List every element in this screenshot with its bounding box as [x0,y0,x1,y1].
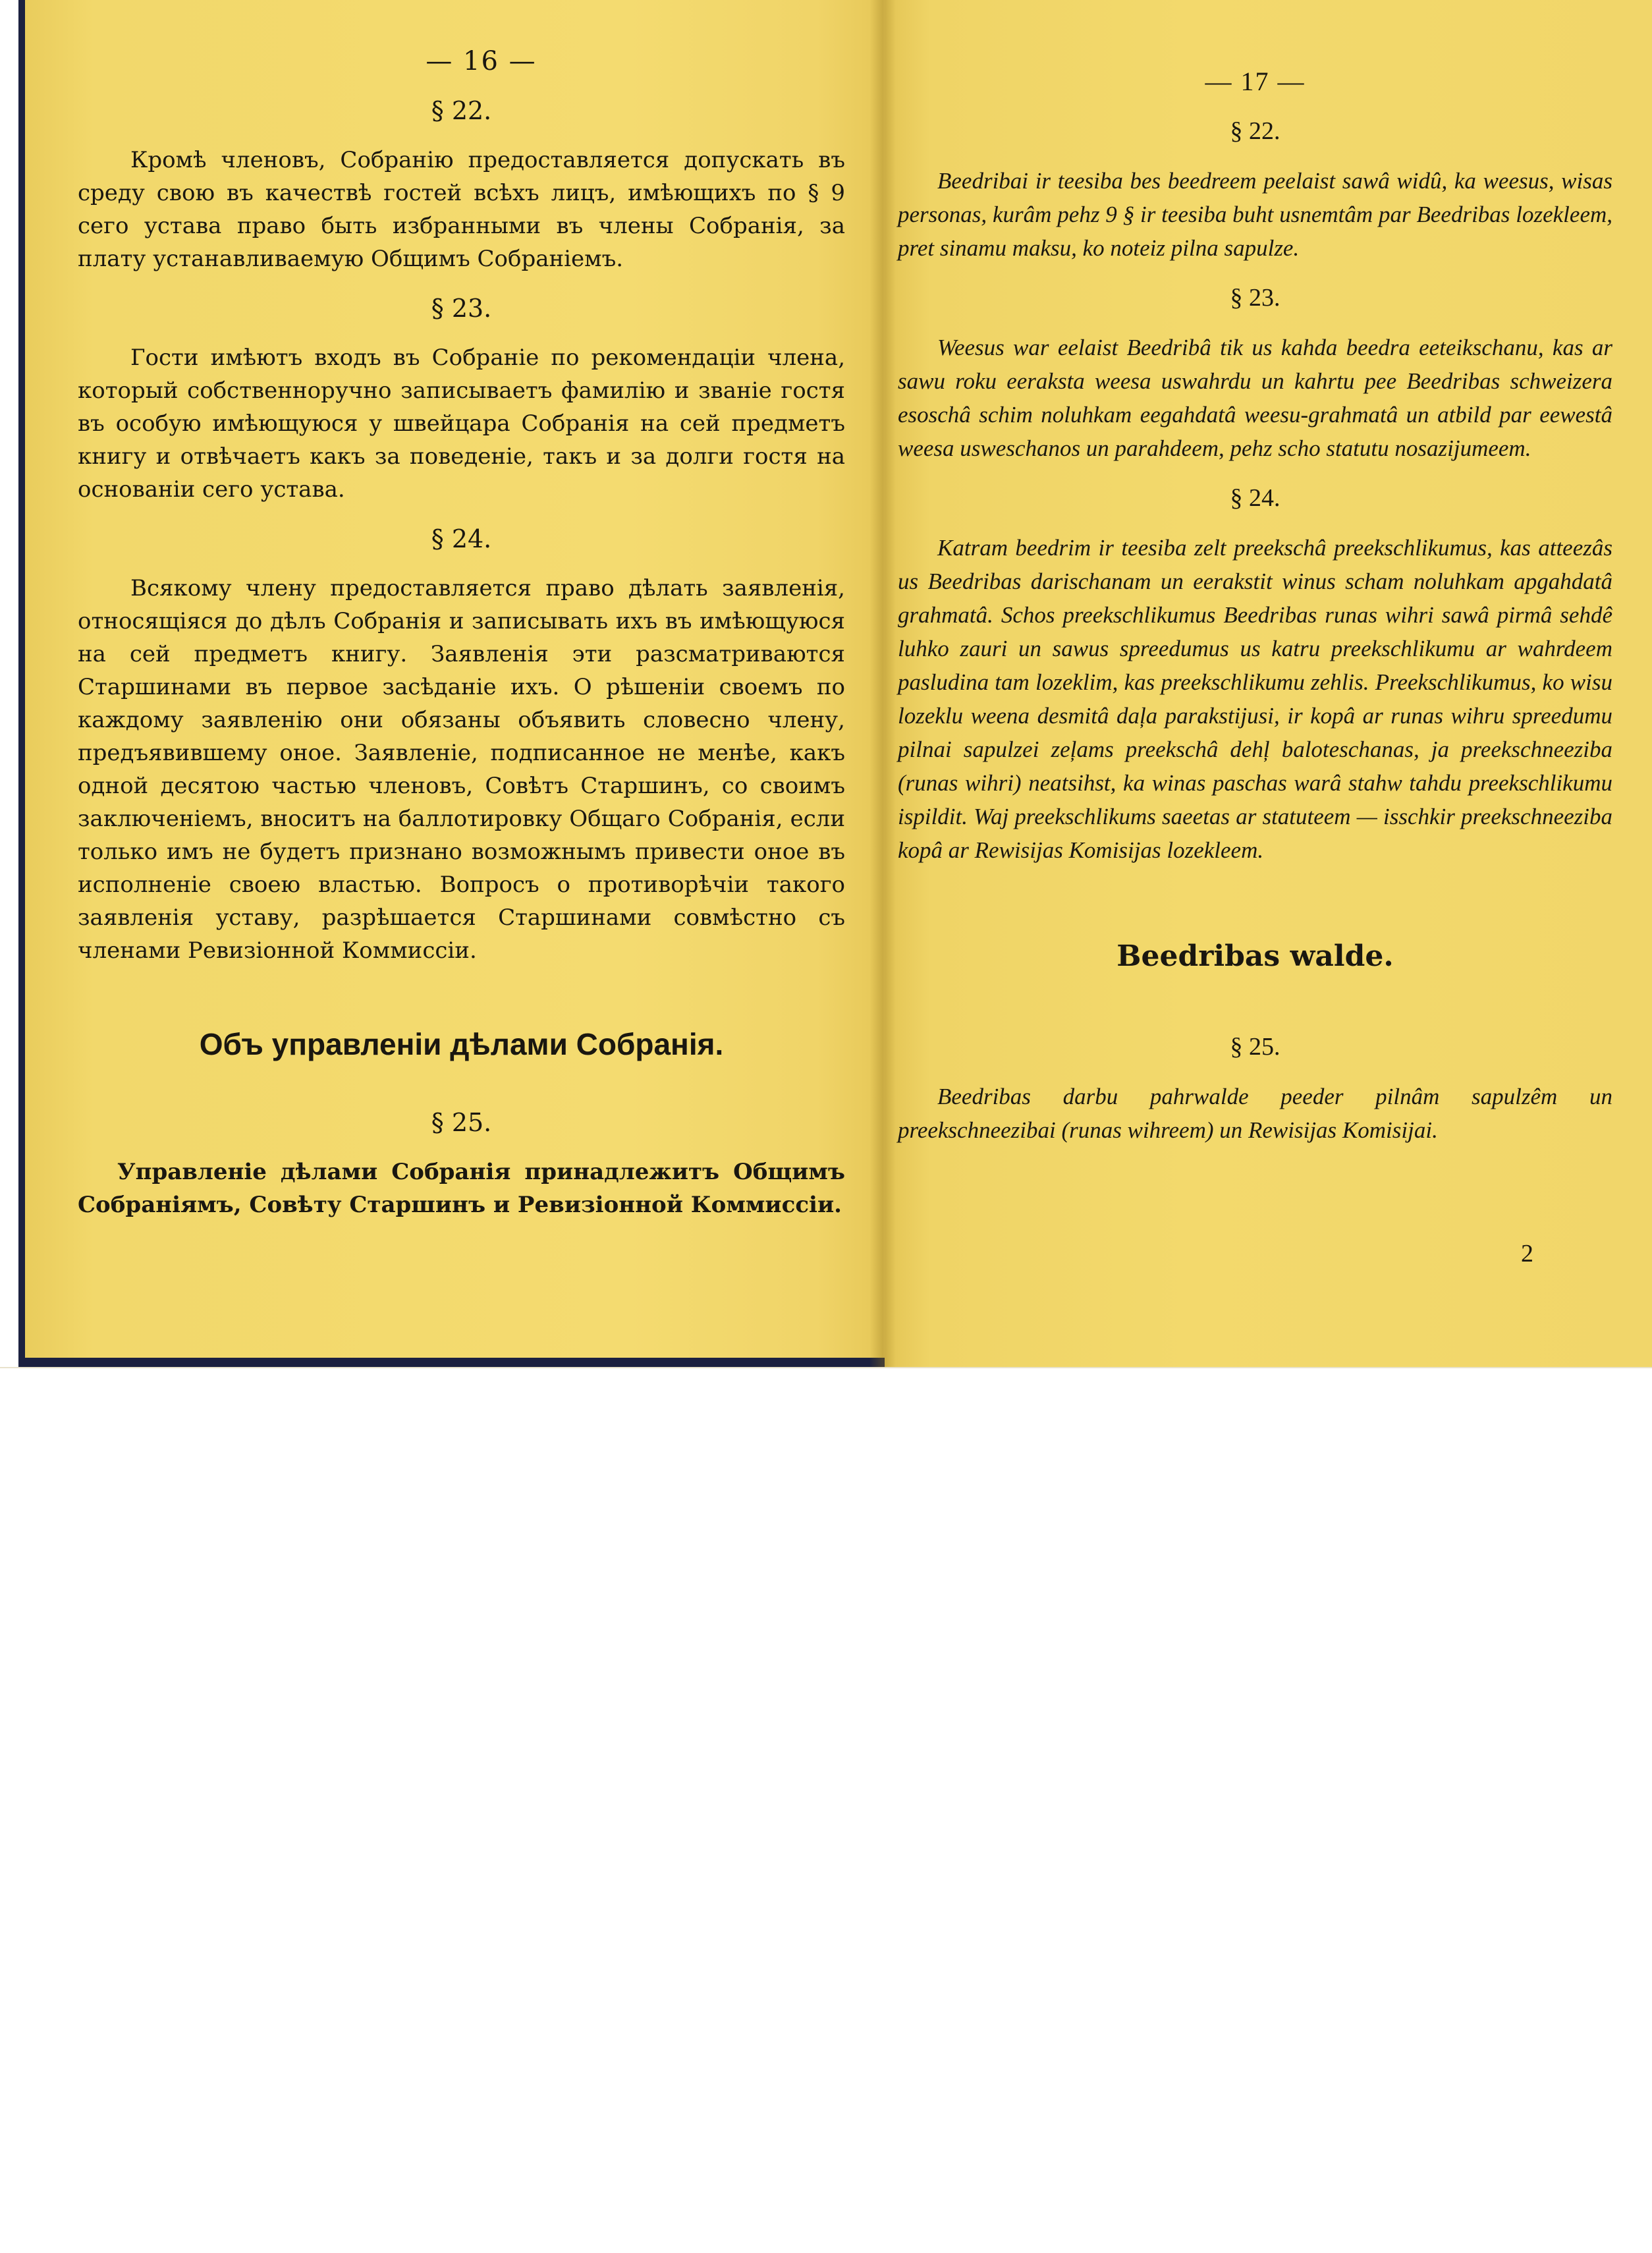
section-heading: § 24. [1230,484,1280,512]
section-text: Beedribas darbu pahrwalde peeder pilnâm sapulzêm un preekschneezibai (runas wihreem) un Rewisijas Komisijai. [898,1084,1612,1143]
signature-mark: 2 [1521,1240,1533,1267]
gutter-shadow [869,0,896,1367]
section-text: Всякому члену предоставляется право дѣлать заявленія, относящіяся до дѣлъ Собранія и записывать ихъ въ имѣющуюся на сей предметъ книгу. Заявленія эти разсматриваются Старшинами въ первое засѣданіе ихъ. О рѣшеніи своемъ по каждому заявленію они обязаны объявить словесно члену, предъявившему оное. Заявленіе, подписанное не менѣе, какъ одной десятою частью членовъ, Совѣтъ Старшинъ, со своимъ заключеніемъ, вноситъ на баллотировку Общаго Собранія, если только имъ не будетъ признано возможнымъ привести оное въ исполненіе своею властью. Вопросъ о противорѣчіи такого заявленія уставу, разрѣшается Старшинами совмѣстно съ членами Ревизіонной Коммиссіи. [78,575,845,964]
section-text: Weesus war eelaist Beedribâ tik us kahda beedra eeteikschanu, kas ar sawu roku eeraksta weesa uswahrdu un kahrtu pee Beedribas schweizera esoschâ schim noluhkam eegahdatâ weesu-grahmatâ un atbild par eewestâ weesa usweschanos un parahdeem, pehz scho statutu nosazijumeem. [898,335,1612,461]
chapter-title: Объ управленіи дѣлами Собранія. [199,1027,724,1061]
section-heading: § 22. [1230,117,1280,145]
section-heading: § 25. [431,1108,492,1137]
page-number: — 17 — [1205,67,1306,96]
section-text: Гости имѣютъ входъ въ Собраніе по рекомендаціи члена, который собственноручно записываетъ фамилію и званіе гостя въ особую имѣющуюся у швейцара Собранія на сей предметъ книгу и отвѣчаетъ какъ за поведеніе, такъ и за долги гостя на основаніи сего устава. [78,345,845,503]
scan-edge [0,1367,1652,1368]
section-heading: § 24. [431,524,492,553]
chapter-title: Beedribas walde. [1116,939,1394,973]
section-heading: § 22. [431,96,492,125]
section-heading: § 23. [1230,284,1280,312]
section-text: Katram beedrim ir teesiba zelt preekschâ preekschlikumus, kas atteezâs us Beedribas darischanam un eerakstit winus scham noluhkam apgahdatâ grahmatâ. Schos preekschlikumus Beedribas runas wihri sawâ pirmâ sehdê luhko zauri un sawus spreedumus us katru preekschlikumu ar wahrdeem pasludina tam lozeklim, kas preekschlikumu zehlis. Preekschlikumus, ko wisu lozeklu weena desmitâ daļa parakstijusi, ir kopâ ar runas wihru spreedumu pilnai sapulzei zeļams preekschâ dehļ baloteschanas, ja preekschneeziba (runas wihri) neatsihst, ka winas paschas warâ stahw tahdu preekschlikumu ispildit. Waj preekschlikums saeetas ar statuteem — isschkir preekschneeziba kopâ ar Rewisijas Komisijas lozekleem. [898,535,1612,863]
page-number: — 16 — [426,46,537,76]
left-page [18,0,885,1367]
section-text: Beedribai ir teesiba bes beedreem peelaist sawâ widû, ka weesus, wisas personas, kurâm pehz 9 § ir teesiba buht usnemtâm par Beedribas lozekleem, pret sinamu maksu, ko noteiz pilna sapulze. [898,168,1612,261]
section-text: Управленіе дѣлами Собранія принадлежитъ Общимъ Собраніямъ, Совѣту Старшинъ и Ревизіонной Коммиссіи. [78,1159,845,1218]
section-heading: § 23. [431,294,492,323]
section-heading: § 25. [1230,1033,1280,1061]
right-page [885,0,1652,1367]
section-text: Кромѣ членовъ, Собранію предоставляется допускать въ среду свою въ качествѣ гостей всѣхъ лицъ, имѣющихъ по § 9 сего устава право быть избранными въ члены Собранія, за плату устанавливаемую Общимъ Собраніемъ. [78,147,845,272]
